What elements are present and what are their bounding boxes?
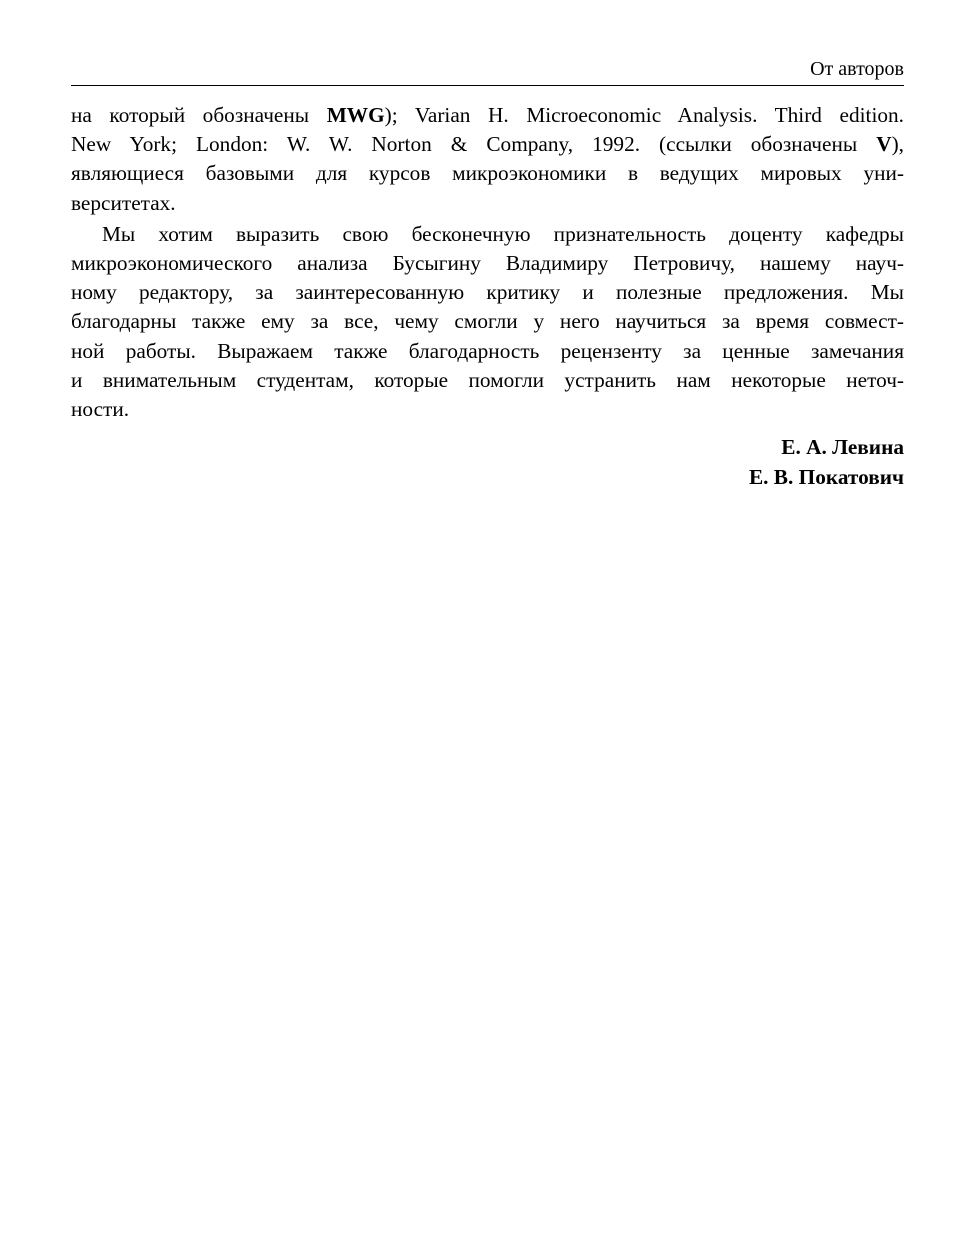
text-line: ной работы. Выражаем также благодарность рецензенту за ценные замечания <box>71 338 904 363</box>
text-line: ности. <box>71 396 130 421</box>
text-line: Мы хотим выразить свою бесконечную признательность доценту кафедры <box>102 221 904 246</box>
v-reference-mark: V <box>876 132 892 157</box>
mwg-reference-mark: MWG <box>326 103 385 127</box>
text-line: ному редактору, за заинтересованную критику и полезные предложения. Мы <box>71 280 904 305</box>
text-line: верситетах. <box>71 190 176 215</box>
paragraph-2 <box>71 220 904 424</box>
author-signature <box>749 433 904 492</box>
paragraph-1 <box>71 101 904 218</box>
text-line: благодарны также ему за все, чему смогли у него научиться за время совмест- <box>71 309 904 334</box>
body-text <box>71 101 904 424</box>
author-name: Е. В. Покатович <box>748 464 904 489</box>
text-line: New York; London: W. W. Norton & Company, 1992. (ссылки обозначены V), <box>71 132 904 157</box>
text-line: являющиеся базовыми для курсов микроэкономики в ведущих мировых уни- <box>71 161 904 186</box>
text-line: и внимательным студентам, которые помогли устранить нам некоторые неточ- <box>71 367 904 392</box>
author-name: Е. А. Левина <box>781 435 904 459</box>
text-line: на который обозначены MWG); Varian H. Microeconomic Analysis. Third edition. <box>71 103 904 127</box>
text-line: микроэкономического анализа Бусыгину Владимиру Петровичу, нашему науч- <box>71 250 904 275</box>
running-head: От авторов <box>810 58 904 80</box>
header-rule <box>71 85 904 86</box>
